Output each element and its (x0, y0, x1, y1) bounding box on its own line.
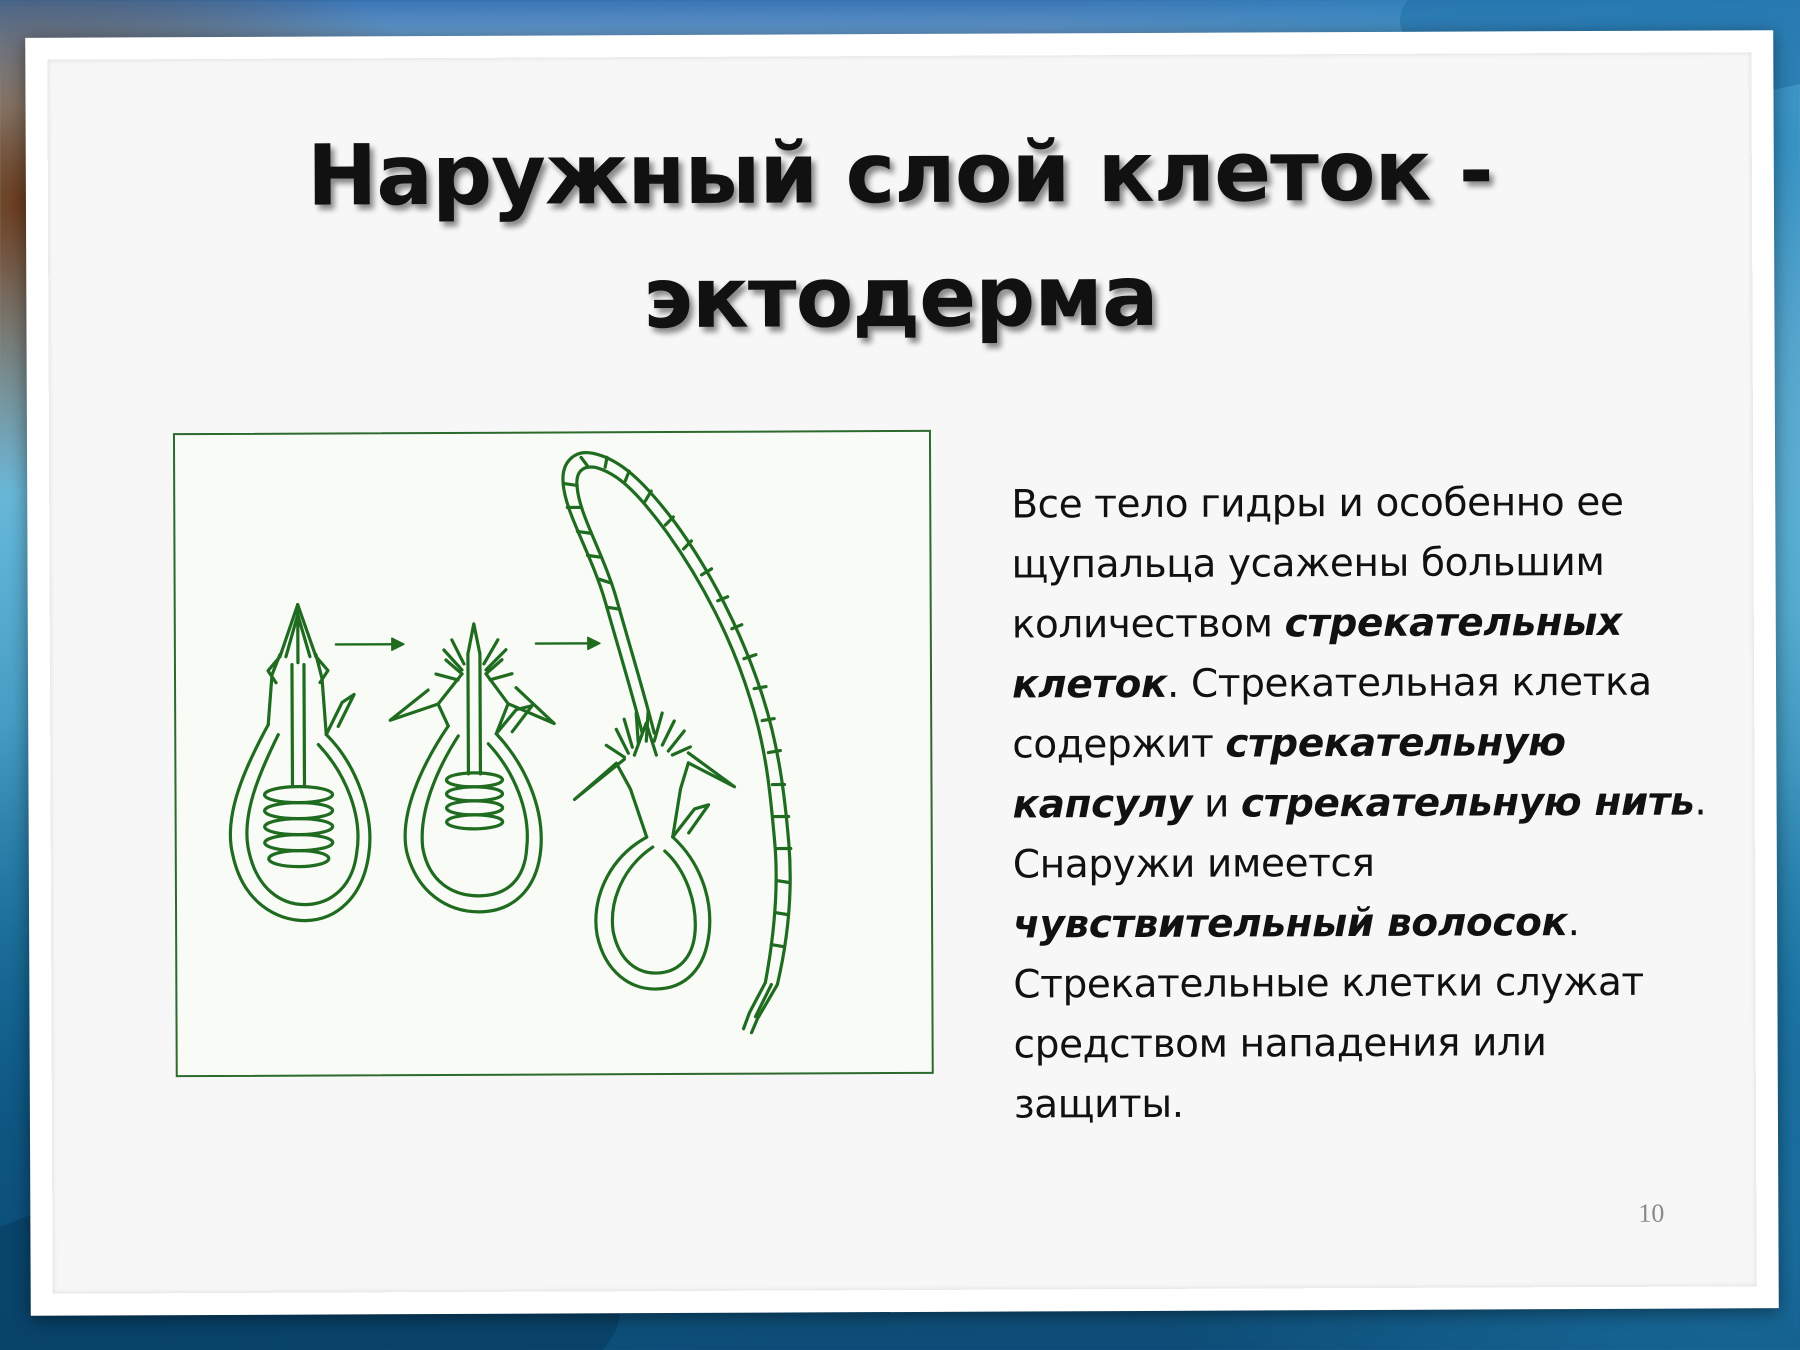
slide-title-line-1: Наружный слой клеток - (306, 121, 1493, 225)
term-cnidocil: чувствительный волосок (1013, 900, 1568, 948)
description-text-part: . Стрекательная клетка содержит (1012, 659, 1652, 768)
nematocyst-coiled (229, 604, 370, 921)
term-capsule: стрекательную капсулу (1012, 720, 1566, 828)
slide (47, 52, 1756, 1293)
description-text-part: . Снаружи имеется (1012, 779, 1707, 888)
nematocyst-illustration (173, 430, 934, 1077)
slide-frame (25, 30, 1779, 1316)
description-text-part: Все тело гидры и особенно ее щупальца усажены большим количеством (1011, 479, 1624, 648)
page-number: 10 (1638, 1198, 1665, 1228)
nematocyst-discharging (390, 624, 555, 913)
description-text-part: . Стрекательные клетки служат средством нападения или защиты. (1013, 900, 1644, 1128)
description-text-part: и (1191, 781, 1242, 827)
slide-title (48, 107, 1753, 362)
term-thread: стрекательную нить (1240, 779, 1695, 827)
nematocyst-diagram (175, 432, 936, 1079)
term-nematocysts: стрекательных клеток (1011, 599, 1622, 708)
slide-title-line-2: эктодерма (642, 246, 1158, 348)
nematocyst-discharged (563, 452, 792, 1034)
description-text (1011, 472, 1714, 1135)
